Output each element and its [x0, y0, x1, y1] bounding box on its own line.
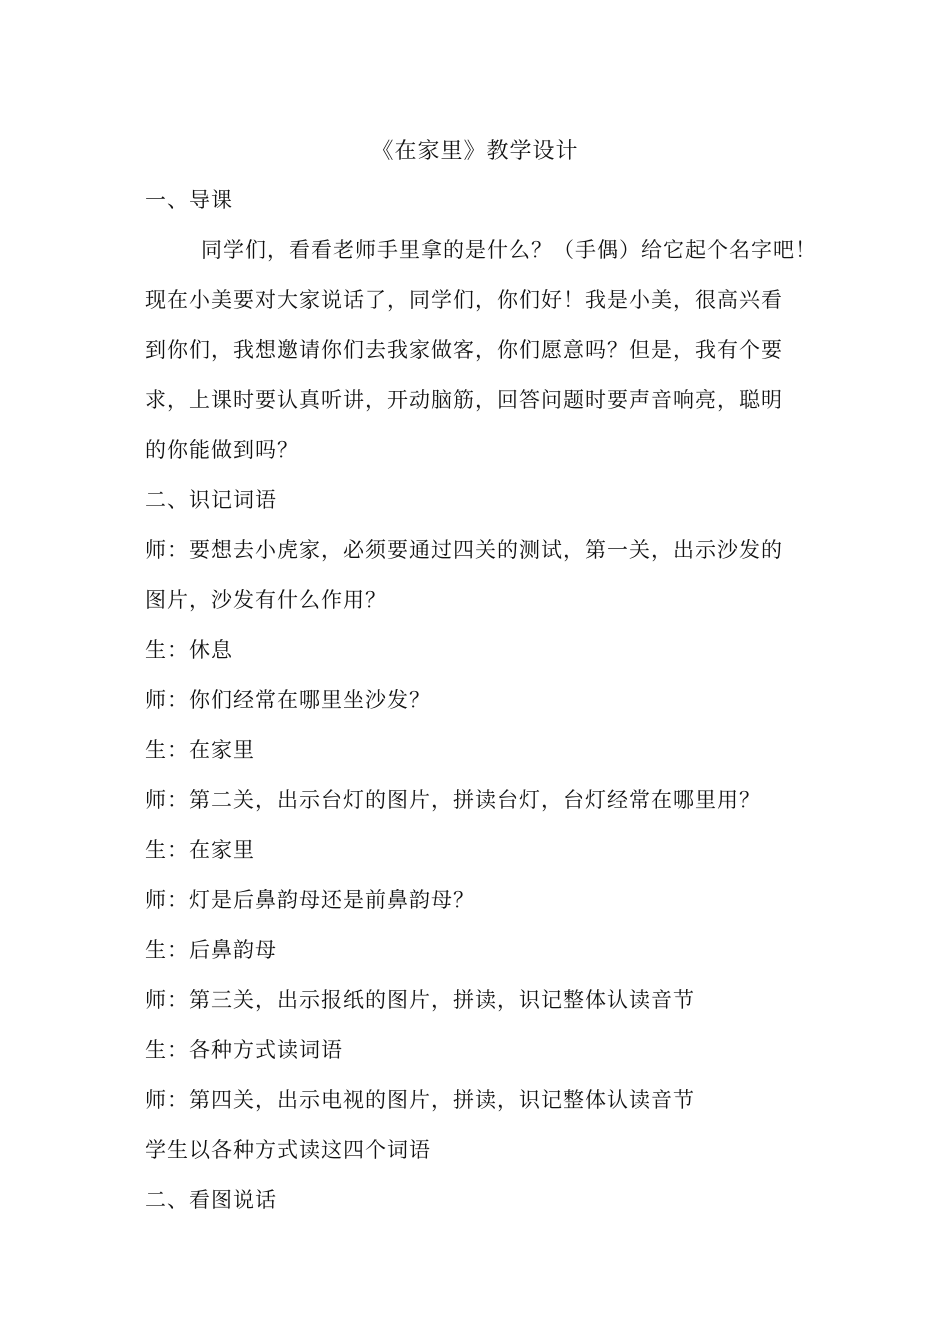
dialogue-line: 生：后鼻韵母	[145, 938, 277, 962]
dialogue-line: 师：要想去小虎家，必须要通过四关的测试，第一关，出示沙发的	[145, 538, 783, 562]
paragraph-line: 同学们，看看老师手里拿的是什么？（手偶）给它起个名字吧！	[201, 238, 817, 262]
dialogue-line: 生：在家里	[145, 738, 255, 762]
paragraph-line: 到你们，我想邀请你们去我家做客，你们愿意吗？但是，我有个要	[145, 338, 783, 362]
paragraph-line: 的你能做到吗？	[145, 438, 299, 462]
dialogue-line: 生：在家里	[145, 838, 255, 862]
section-heading-picture-talk: 二、看图说话	[145, 1188, 277, 1212]
dialogue-line: 师：你们经常在哪里坐沙发？	[145, 688, 431, 712]
dialogue-line: 师：灯是后鼻韵母还是前鼻韵母？	[145, 888, 475, 912]
dialogue-line: 图片，沙发有什么作用？	[145, 588, 387, 612]
section-heading-intro: 一、导课	[145, 188, 233, 212]
dialogue-line: 师：第四关，出示电视的图片，拼读，识记整体认读音节	[145, 1088, 695, 1112]
document-body	[145, 183, 825, 1233]
document-title: 《在家里》教学设计	[371, 139, 579, 164]
section-heading-vocabulary: 二、识记词语	[145, 488, 277, 512]
dialogue-line: 生：各种方式读词语	[145, 1038, 343, 1062]
paragraph-line: 现在小美要对大家说话了，同学们，你们好！我是小美，很高兴看	[145, 288, 783, 312]
dialogue-line: 学生以各种方式读这四个词语	[145, 1138, 431, 1162]
dialogue-line: 师：第二关，出示台灯的图片，拼读台灯，台灯经常在哪里用？	[145, 788, 761, 812]
dialogue-line: 师：第三关，出示报纸的图片，拼读，识记整体认读音节	[145, 988, 695, 1012]
paragraph-line: 求，上课时要认真听讲，开动脑筋，回答问题时要声音响亮，聪明	[145, 388, 783, 412]
dialogue-line: 生：休息	[145, 638, 233, 662]
